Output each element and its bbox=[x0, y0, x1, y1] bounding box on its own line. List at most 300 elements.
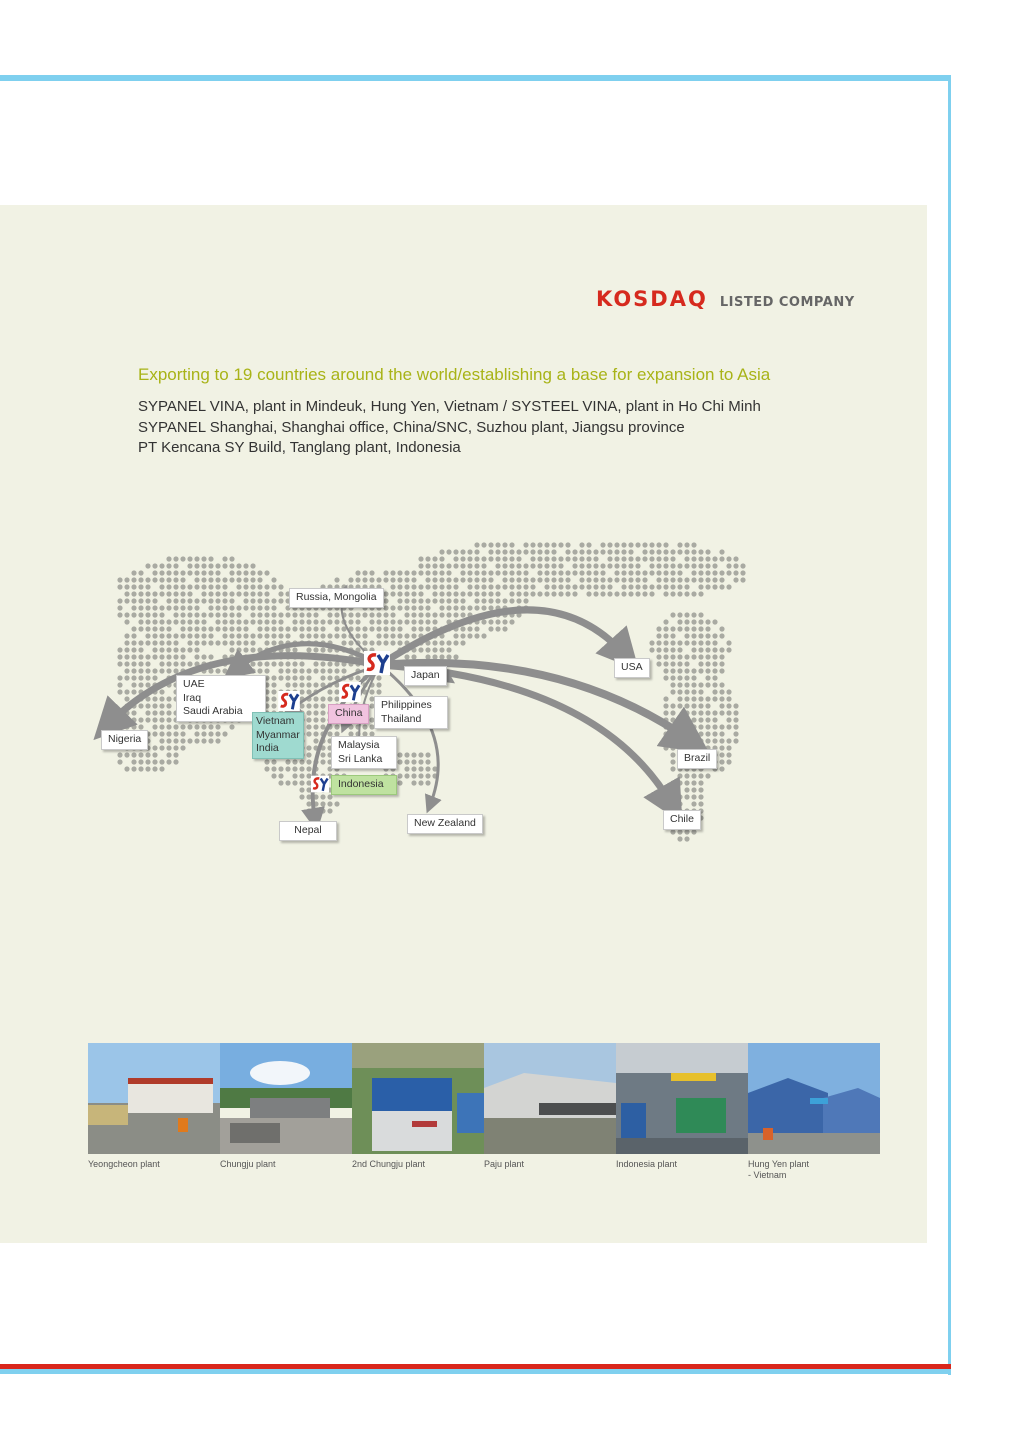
map-dot bbox=[670, 549, 675, 554]
map-dot bbox=[271, 661, 276, 666]
map-dot bbox=[327, 619, 332, 624]
map-dot bbox=[726, 647, 731, 652]
map-dot bbox=[222, 640, 227, 645]
map-dot bbox=[544, 584, 549, 589]
map-dot bbox=[166, 696, 171, 701]
map-dot bbox=[670, 745, 675, 750]
map-dot bbox=[187, 563, 192, 568]
map-dot bbox=[474, 626, 479, 631]
map-dot bbox=[243, 633, 248, 638]
map-dot bbox=[691, 703, 696, 708]
map-dot bbox=[285, 612, 290, 617]
map-dot bbox=[320, 675, 325, 680]
map-dot bbox=[215, 577, 220, 582]
map-dot bbox=[446, 647, 451, 652]
map-dot bbox=[698, 773, 703, 778]
map-dot bbox=[712, 696, 717, 701]
map-dot bbox=[299, 766, 304, 771]
map-dot bbox=[362, 633, 367, 638]
map-dot bbox=[327, 633, 332, 638]
map-dot bbox=[726, 640, 731, 645]
map-dot bbox=[481, 577, 486, 582]
map-dot bbox=[362, 577, 367, 582]
map-dot bbox=[390, 577, 395, 582]
map-dot bbox=[411, 752, 416, 757]
map-dot bbox=[439, 563, 444, 568]
map-dot bbox=[187, 647, 192, 652]
map-dot bbox=[712, 724, 717, 729]
map-dot bbox=[719, 633, 724, 638]
map-dot bbox=[138, 577, 143, 582]
map-dot bbox=[222, 668, 227, 673]
map-dot bbox=[719, 752, 724, 757]
map-dot bbox=[215, 724, 220, 729]
map-dot bbox=[271, 626, 276, 631]
map-dot bbox=[327, 668, 332, 673]
map-dot bbox=[250, 640, 255, 645]
map-dot bbox=[159, 717, 164, 722]
map-dot bbox=[271, 605, 276, 610]
map-dot bbox=[551, 591, 556, 596]
map-dot bbox=[670, 752, 675, 757]
map-dot bbox=[355, 619, 360, 624]
map-dot bbox=[383, 626, 388, 631]
map-dot bbox=[425, 570, 430, 575]
map-dot bbox=[705, 563, 710, 568]
map-dot bbox=[383, 619, 388, 624]
map-dot bbox=[502, 549, 507, 554]
map-dot bbox=[516, 577, 521, 582]
map-dot bbox=[474, 633, 479, 638]
map-dot bbox=[698, 661, 703, 666]
map-dot bbox=[621, 570, 626, 575]
map-dot bbox=[285, 759, 290, 764]
map-dot bbox=[467, 626, 472, 631]
map-dot bbox=[145, 717, 150, 722]
map-dot bbox=[194, 640, 199, 645]
map-dot bbox=[677, 668, 682, 673]
map-dot bbox=[397, 640, 402, 645]
map-dot bbox=[278, 766, 283, 771]
map-dot bbox=[670, 682, 675, 687]
map-dot bbox=[369, 689, 374, 694]
map-dot bbox=[313, 633, 318, 638]
map-dot bbox=[670, 563, 675, 568]
map-dot bbox=[691, 794, 696, 799]
map-dot bbox=[222, 556, 227, 561]
caption-line: 2nd Chungju plant bbox=[352, 1159, 426, 1169]
map-dot bbox=[425, 563, 430, 568]
map-dot bbox=[383, 591, 388, 596]
plant-caption bbox=[352, 1159, 484, 1181]
map-dot bbox=[278, 633, 283, 638]
map-dot bbox=[271, 759, 276, 764]
map-dot bbox=[117, 584, 122, 589]
map-dot bbox=[145, 766, 150, 771]
map-dot bbox=[257, 577, 262, 582]
map-dot bbox=[264, 605, 269, 610]
map-dot bbox=[677, 689, 682, 694]
map-dot bbox=[502, 577, 507, 582]
map-dot bbox=[474, 563, 479, 568]
map-dot bbox=[523, 563, 528, 568]
map-dot bbox=[390, 619, 395, 624]
map-dot bbox=[313, 682, 318, 687]
map-dot bbox=[460, 640, 465, 645]
map-dot bbox=[250, 577, 255, 582]
map-dot bbox=[306, 703, 311, 708]
map-dot bbox=[201, 640, 206, 645]
map-dot bbox=[663, 675, 668, 680]
map-dot bbox=[166, 640, 171, 645]
map-dot bbox=[691, 577, 696, 582]
map-dot bbox=[719, 654, 724, 659]
map-dot bbox=[733, 738, 738, 743]
label-vietnam-group bbox=[252, 712, 304, 759]
map-dot bbox=[152, 598, 157, 603]
map-dot bbox=[663, 710, 668, 715]
map-dot bbox=[145, 661, 150, 666]
map-dot bbox=[166, 563, 171, 568]
map-dot bbox=[152, 745, 157, 750]
map-dot bbox=[306, 801, 311, 806]
map-dot bbox=[320, 724, 325, 729]
map-dot bbox=[614, 556, 619, 561]
map-dot bbox=[453, 654, 458, 659]
map-dot bbox=[705, 731, 710, 736]
map-dot bbox=[418, 773, 423, 778]
label-chile: Chile bbox=[663, 810, 701, 830]
map-dot bbox=[691, 689, 696, 694]
map-dot bbox=[236, 647, 241, 652]
map-dot bbox=[271, 675, 276, 680]
map-dot bbox=[705, 773, 710, 778]
map-dot bbox=[516, 556, 521, 561]
map-dot bbox=[194, 570, 199, 575]
map-dot bbox=[138, 647, 143, 652]
map-dot bbox=[376, 640, 381, 645]
map-dot bbox=[138, 570, 143, 575]
map-dot bbox=[138, 612, 143, 617]
map-dot bbox=[243, 570, 248, 575]
map-dot bbox=[187, 626, 192, 631]
map-dot bbox=[159, 584, 164, 589]
map-dot bbox=[383, 640, 388, 645]
map-dot bbox=[250, 612, 255, 617]
map-dot bbox=[411, 605, 416, 610]
map-dot bbox=[131, 598, 136, 603]
map-dot bbox=[208, 577, 213, 582]
map-dot bbox=[691, 801, 696, 806]
map-dot bbox=[271, 689, 276, 694]
map-dot bbox=[740, 563, 745, 568]
map-dot bbox=[173, 738, 178, 743]
map-dot bbox=[474, 584, 479, 589]
map-dot bbox=[439, 591, 444, 596]
map-dot bbox=[474, 577, 479, 582]
map-dot bbox=[313, 612, 318, 617]
map-dot bbox=[705, 654, 710, 659]
map-dot bbox=[705, 584, 710, 589]
map-dot bbox=[712, 570, 717, 575]
map-dot bbox=[152, 696, 157, 701]
map-dot bbox=[138, 654, 143, 659]
map-dot bbox=[726, 745, 731, 750]
sy-logo-icon bbox=[278, 691, 300, 711]
map-dot bbox=[726, 563, 731, 568]
map-dot bbox=[425, 752, 430, 757]
map-dot bbox=[446, 605, 451, 610]
map-dot bbox=[439, 577, 444, 582]
map-dot bbox=[649, 640, 654, 645]
map-dot bbox=[684, 619, 689, 624]
map-dot bbox=[278, 612, 283, 617]
label-usa: USA bbox=[614, 658, 650, 678]
map-dot bbox=[362, 612, 367, 617]
map-dot bbox=[229, 724, 234, 729]
map-dot bbox=[635, 584, 640, 589]
map-dot bbox=[509, 591, 514, 596]
map-dot bbox=[306, 619, 311, 624]
map-dot bbox=[446, 577, 451, 582]
map-dot bbox=[698, 549, 703, 554]
map-dot bbox=[215, 612, 220, 617]
map-dot bbox=[187, 598, 192, 603]
sy-logo-icon bbox=[364, 651, 390, 675]
map-dot bbox=[502, 584, 507, 589]
map-dot bbox=[131, 626, 136, 631]
map-dot bbox=[369, 619, 374, 624]
map-dot bbox=[243, 647, 248, 652]
label-iraq: Iraq bbox=[183, 691, 202, 704]
map-dot bbox=[145, 626, 150, 631]
map-dot bbox=[124, 633, 129, 638]
map-dot bbox=[271, 619, 276, 624]
map-dot bbox=[649, 647, 654, 652]
map-dot bbox=[488, 549, 493, 554]
map-dot bbox=[264, 633, 269, 638]
map-dot bbox=[453, 612, 458, 617]
map-dot bbox=[194, 584, 199, 589]
map-dot bbox=[173, 731, 178, 736]
map-dot bbox=[579, 563, 584, 568]
map-dot bbox=[320, 696, 325, 701]
map-dot bbox=[173, 633, 178, 638]
map-dot bbox=[446, 549, 451, 554]
map-dot bbox=[404, 591, 409, 596]
map-dot bbox=[544, 549, 549, 554]
map-dot bbox=[138, 724, 143, 729]
map-dot bbox=[180, 612, 185, 617]
map-dot bbox=[495, 619, 500, 624]
map-dot bbox=[159, 766, 164, 771]
map-dot bbox=[411, 633, 416, 638]
map-dot bbox=[180, 626, 185, 631]
map-dot bbox=[593, 591, 598, 596]
caption-line: - Vietnam bbox=[748, 1170, 787, 1180]
map-dot bbox=[208, 556, 213, 561]
map-dot bbox=[509, 570, 514, 575]
map-dot bbox=[215, 626, 220, 631]
map-dot bbox=[670, 703, 675, 708]
map-dot bbox=[166, 745, 171, 750]
map-dot bbox=[684, 556, 689, 561]
map-dot bbox=[390, 591, 395, 596]
map-dot bbox=[152, 759, 157, 764]
map-dot bbox=[390, 633, 395, 638]
map-dot bbox=[271, 598, 276, 603]
map-dot bbox=[369, 577, 374, 582]
map-dot bbox=[607, 563, 612, 568]
map-dot bbox=[502, 598, 507, 603]
map-dot bbox=[698, 724, 703, 729]
map-dot bbox=[187, 591, 192, 596]
map-dot bbox=[145, 703, 150, 708]
map-dot bbox=[600, 591, 605, 596]
map-dot bbox=[432, 640, 437, 645]
map-dot bbox=[299, 661, 304, 666]
map-dot bbox=[208, 640, 213, 645]
map-dot bbox=[145, 598, 150, 603]
map-dot bbox=[369, 626, 374, 631]
map-dot bbox=[439, 654, 444, 659]
map-dot bbox=[425, 584, 430, 589]
map-dot bbox=[460, 577, 465, 582]
map-dot bbox=[593, 563, 598, 568]
body-line: PT Kencana SY Build, Tanglang plant, Indonesia bbox=[138, 439, 461, 456]
map-dot bbox=[684, 640, 689, 645]
map-dot bbox=[166, 731, 171, 736]
map-dot bbox=[425, 619, 430, 624]
map-dot bbox=[586, 542, 591, 547]
map-dot bbox=[117, 724, 122, 729]
map-dot bbox=[726, 584, 731, 589]
map-dot bbox=[320, 752, 325, 757]
map-dot bbox=[236, 633, 241, 638]
map-dot bbox=[152, 577, 157, 582]
map-dot bbox=[299, 794, 304, 799]
map-dot bbox=[145, 584, 150, 589]
map-dot bbox=[215, 570, 220, 575]
map-dot bbox=[418, 612, 423, 617]
map-dot bbox=[523, 570, 528, 575]
map-dot bbox=[663, 591, 668, 596]
map-dot bbox=[663, 745, 668, 750]
map-dot bbox=[201, 619, 206, 624]
caption-line: Chungju plant bbox=[220, 1159, 276, 1169]
map-dot bbox=[334, 633, 339, 638]
map-dot bbox=[446, 584, 451, 589]
map-dot bbox=[166, 710, 171, 715]
map-dot bbox=[509, 598, 514, 603]
map-dot bbox=[292, 759, 297, 764]
map-dot bbox=[579, 549, 584, 554]
map-dot bbox=[600, 549, 605, 554]
map-dot bbox=[670, 759, 675, 764]
map-dot bbox=[194, 563, 199, 568]
map-dot bbox=[320, 703, 325, 708]
map-dot bbox=[173, 647, 178, 652]
map-dot bbox=[236, 619, 241, 624]
sy-logo-icon bbox=[339, 682, 361, 702]
map-dot bbox=[292, 780, 297, 785]
map-dot bbox=[635, 591, 640, 596]
map-dot bbox=[425, 759, 430, 764]
map-dot bbox=[523, 542, 528, 547]
map-dot bbox=[537, 556, 542, 561]
map-dot bbox=[376, 626, 381, 631]
map-dot bbox=[131, 612, 136, 617]
map-dot bbox=[131, 605, 136, 610]
map-dot bbox=[201, 738, 206, 743]
map-dot bbox=[138, 752, 143, 757]
map-dot bbox=[201, 612, 206, 617]
map-dot bbox=[159, 577, 164, 582]
map-dot bbox=[509, 619, 514, 624]
map-dot bbox=[320, 717, 325, 722]
map-dot bbox=[278, 619, 283, 624]
map-dot bbox=[663, 738, 668, 743]
map-dot bbox=[180, 738, 185, 743]
map-dot bbox=[299, 759, 304, 764]
map-dot bbox=[194, 633, 199, 638]
map-dot bbox=[656, 633, 661, 638]
map-dot bbox=[264, 598, 269, 603]
map-dot bbox=[719, 766, 724, 771]
map-dot bbox=[460, 556, 465, 561]
map-dot bbox=[166, 570, 171, 575]
label-india: India bbox=[256, 742, 279, 754]
map-dot bbox=[208, 633, 213, 638]
map-dot bbox=[453, 584, 458, 589]
map-dot bbox=[306, 675, 311, 680]
map-dot bbox=[621, 591, 626, 596]
map-dot bbox=[698, 787, 703, 792]
map-dot bbox=[705, 549, 710, 554]
map-dot bbox=[180, 745, 185, 750]
map-dot bbox=[446, 640, 451, 645]
map-dot bbox=[691, 829, 696, 834]
map-dot bbox=[194, 731, 199, 736]
map-dot bbox=[698, 584, 703, 589]
map-dot bbox=[530, 542, 535, 547]
map-dot bbox=[670, 577, 675, 582]
map-dot bbox=[173, 584, 178, 589]
map-dot bbox=[719, 570, 724, 575]
map-dot bbox=[691, 542, 696, 547]
map-dot bbox=[306, 759, 311, 764]
map-dot bbox=[208, 731, 213, 736]
map-dot bbox=[404, 598, 409, 603]
map-dot bbox=[159, 633, 164, 638]
map-dot bbox=[397, 773, 402, 778]
map-dot bbox=[180, 605, 185, 610]
map-dot bbox=[600, 542, 605, 547]
map-dot bbox=[271, 640, 276, 645]
map-dot bbox=[194, 612, 199, 617]
map-dot bbox=[257, 584, 262, 589]
map-dot bbox=[194, 598, 199, 603]
map-dot bbox=[712, 682, 717, 687]
map-dot bbox=[369, 640, 374, 645]
map-dot bbox=[481, 633, 486, 638]
map-dot bbox=[670, 640, 675, 645]
map-dot bbox=[516, 591, 521, 596]
map-dot bbox=[684, 675, 689, 680]
map-dot bbox=[306, 731, 311, 736]
map-dot bbox=[670, 570, 675, 575]
map-dot bbox=[691, 647, 696, 652]
